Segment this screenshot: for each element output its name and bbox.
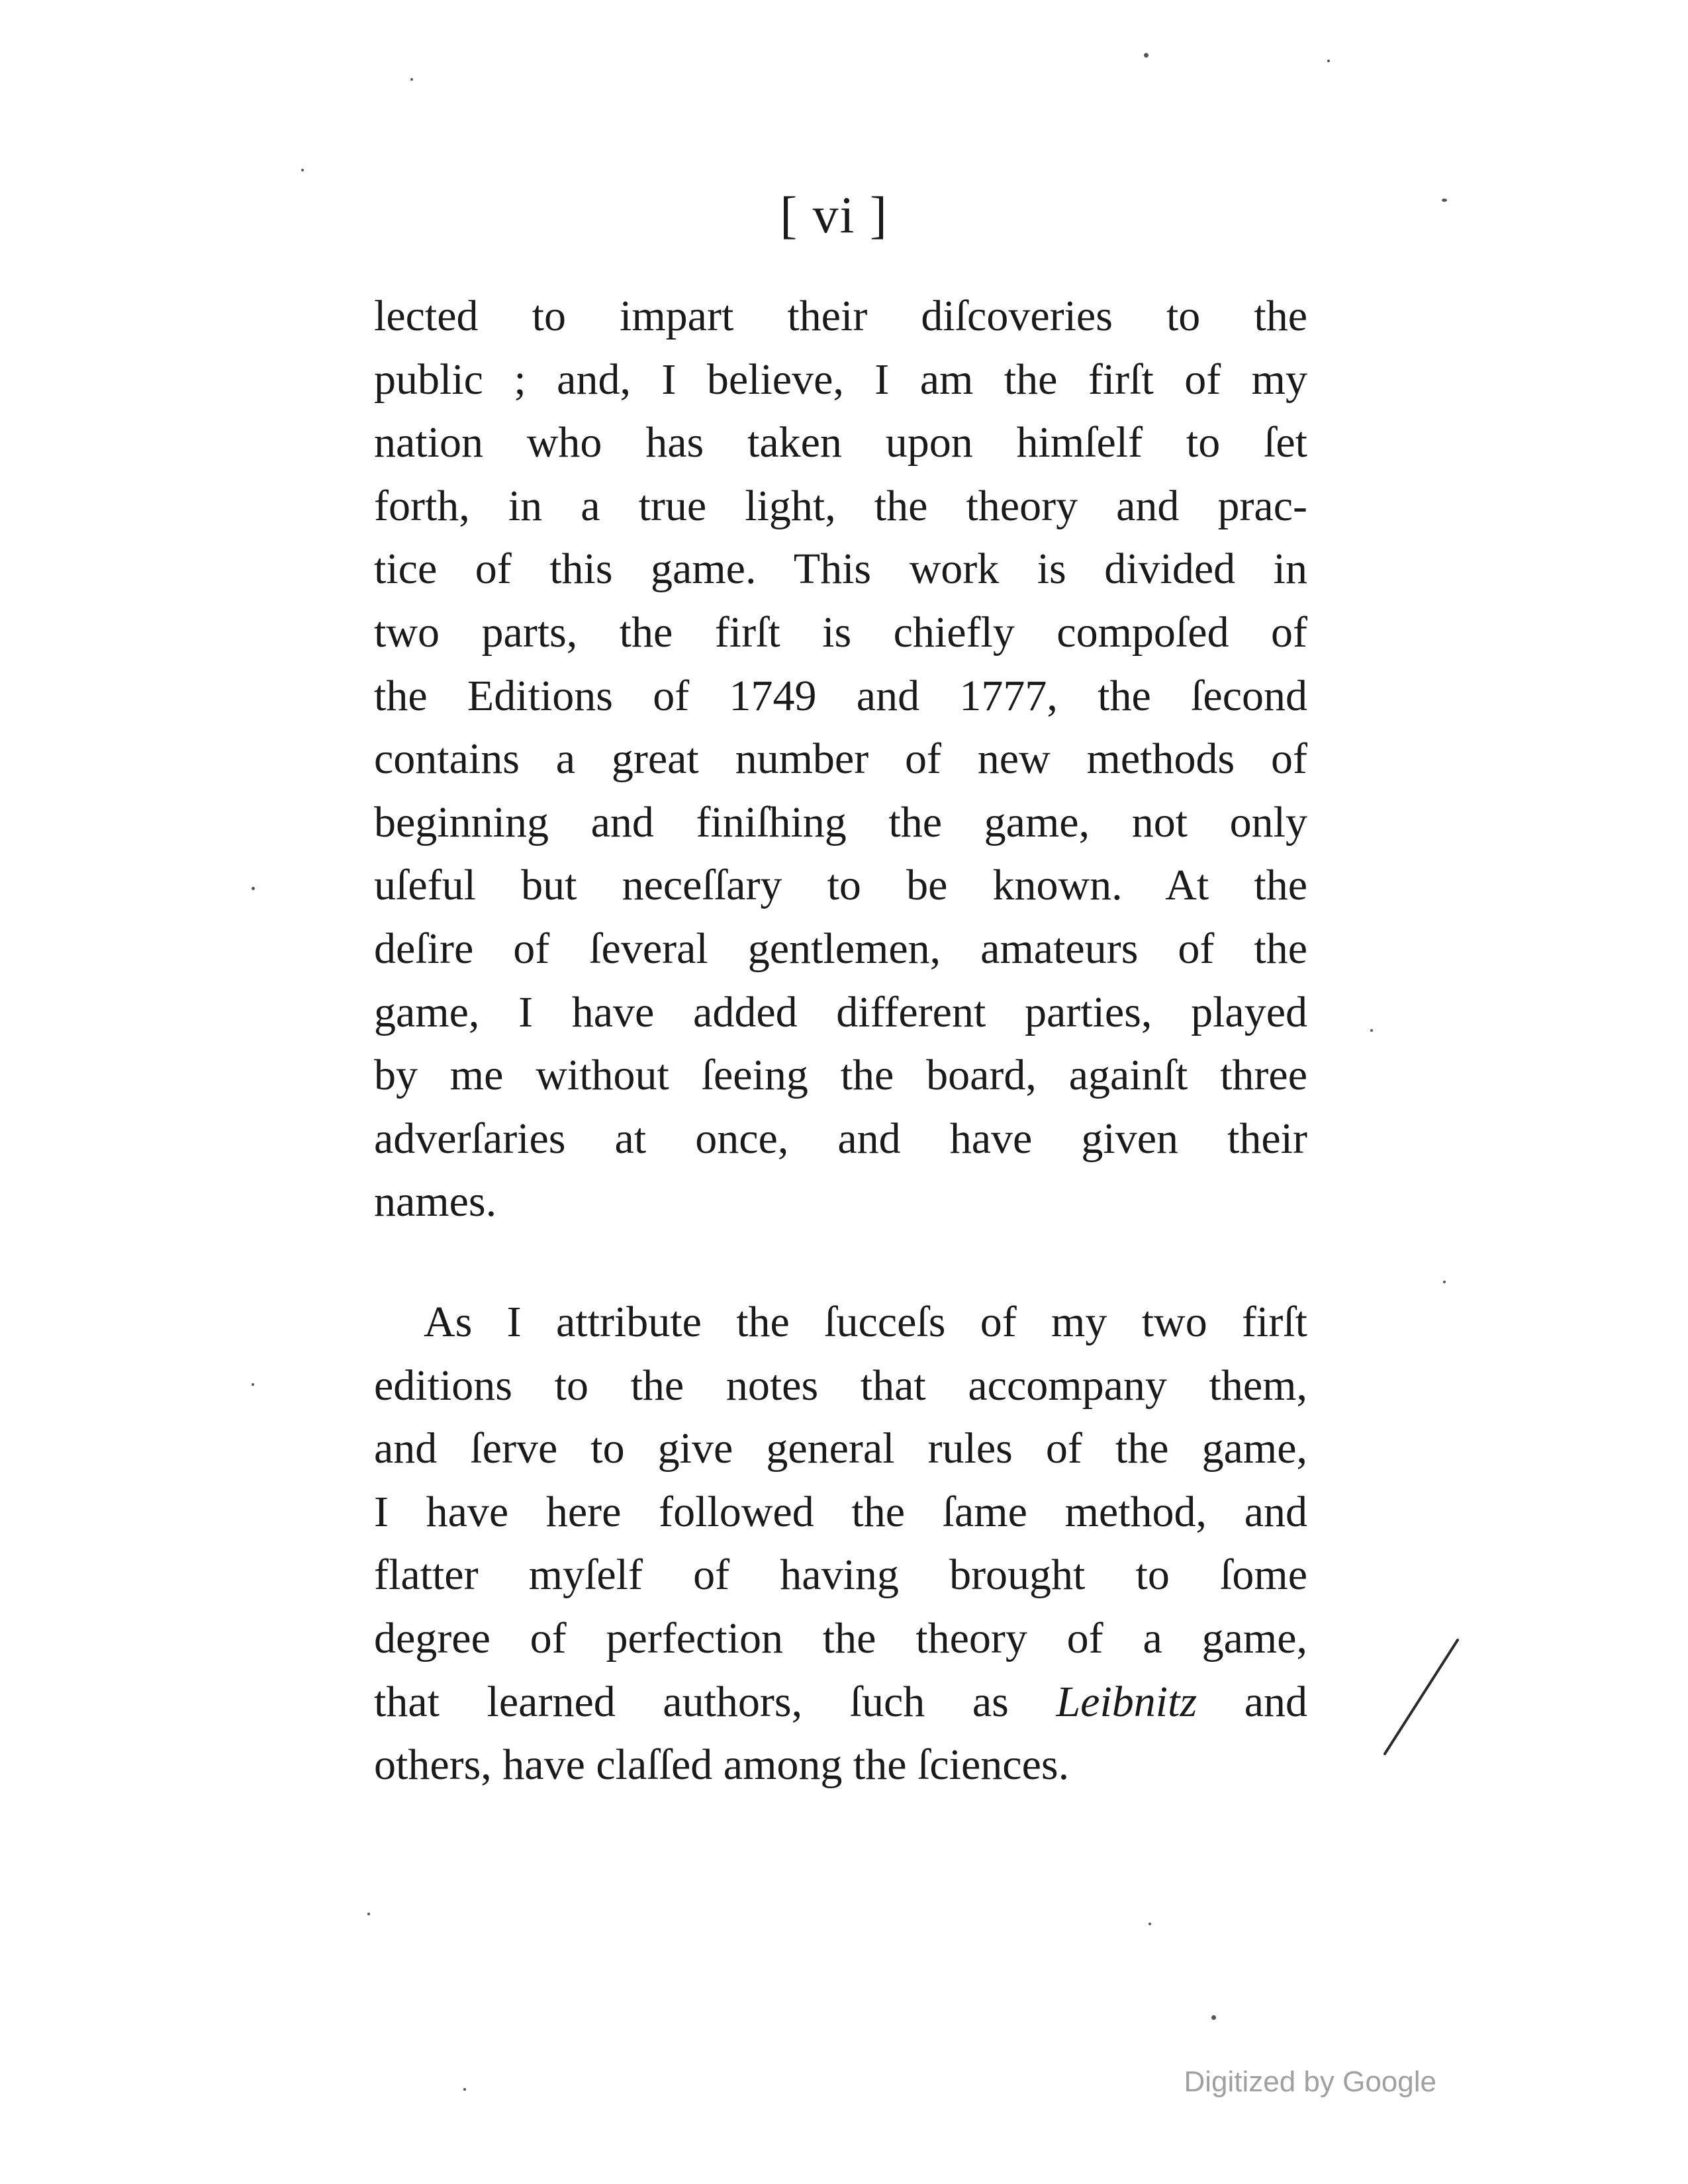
text-line: others, have claſſed among the ſciences. (374, 1741, 1070, 1790)
text-line: uſeful but neceſſary to be known. At the (374, 861, 1307, 910)
scan-speck (252, 1383, 254, 1386)
scan-speck (1327, 60, 1330, 62)
text-line: names. (374, 1177, 497, 1226)
text-line: nation who has taken upon himſelf to ſet (374, 418, 1307, 467)
text-segment: and (1244, 1677, 1308, 1726)
text-line: editions to the notes that accompany them, (374, 1361, 1307, 1410)
text-line: the Editions of 1749 and 1777, the ſecond (374, 671, 1307, 720)
text-line: contains a great number of new methods of (374, 735, 1307, 784)
text-line: beginning and finiſhing the game, not only (374, 797, 1307, 846)
pencil-stroke-mark (1377, 1635, 1463, 1760)
scan-speck (410, 78, 413, 81)
scan-speck (1442, 199, 1447, 202)
text-line: deſire of ſeveral gentlemen, amateurs of the (374, 924, 1307, 973)
text-line: forth, in a true light, the theory and prac- (374, 481, 1307, 530)
text-line: As I attribute the ſucceſs of my two firſt (424, 1298, 1307, 1346)
text-line-with-italic (374, 1670, 1307, 1734)
italic-name: Leibnitz (1056, 1677, 1197, 1726)
text-line: and ſerve to give general rules of the game, (374, 1424, 1307, 1473)
scan-speck (367, 1913, 370, 1915)
text-line: by me without ſeeing the board, againſt three (374, 1051, 1307, 1100)
text-line: two parts, the firſt is chiefly compoſed of (374, 608, 1307, 657)
scan-speck (1370, 1029, 1373, 1032)
text-line: public ; and, I believe, I am the firſt of my (374, 355, 1307, 404)
digitized-by-google-watermark: Digitized by Google (1184, 2066, 1436, 2098)
scan-speck (1149, 1923, 1151, 1925)
text-line: tice of this game. This work is divided in (374, 545, 1307, 594)
scan-speck (463, 2088, 466, 2091)
scan-speck (1443, 1281, 1446, 1283)
scan-speck (1144, 53, 1149, 58)
text-line: degree of perfection the theory of a game, (374, 1614, 1307, 1662)
scan-speck (1211, 2015, 1216, 2020)
text-line: game, I have added different parties, played (374, 987, 1307, 1036)
text-line: flatter myſelf of having brought to ſome (374, 1551, 1307, 1600)
text-line: lected to impart their diſcoveries to the (374, 292, 1307, 340)
scan-speck (301, 169, 304, 171)
page-number: [ vi ] (780, 186, 888, 244)
scan-speck (252, 887, 255, 890)
paragraph-1 (374, 285, 1307, 1234)
text-segment: that learned authors, ſuch as (374, 1677, 1009, 1726)
text-line: adverſaries at once, and have given their (374, 1114, 1307, 1163)
text-line: I have here followed the ſame method, and (374, 1487, 1307, 1536)
paragraph-2 (374, 1291, 1307, 1797)
